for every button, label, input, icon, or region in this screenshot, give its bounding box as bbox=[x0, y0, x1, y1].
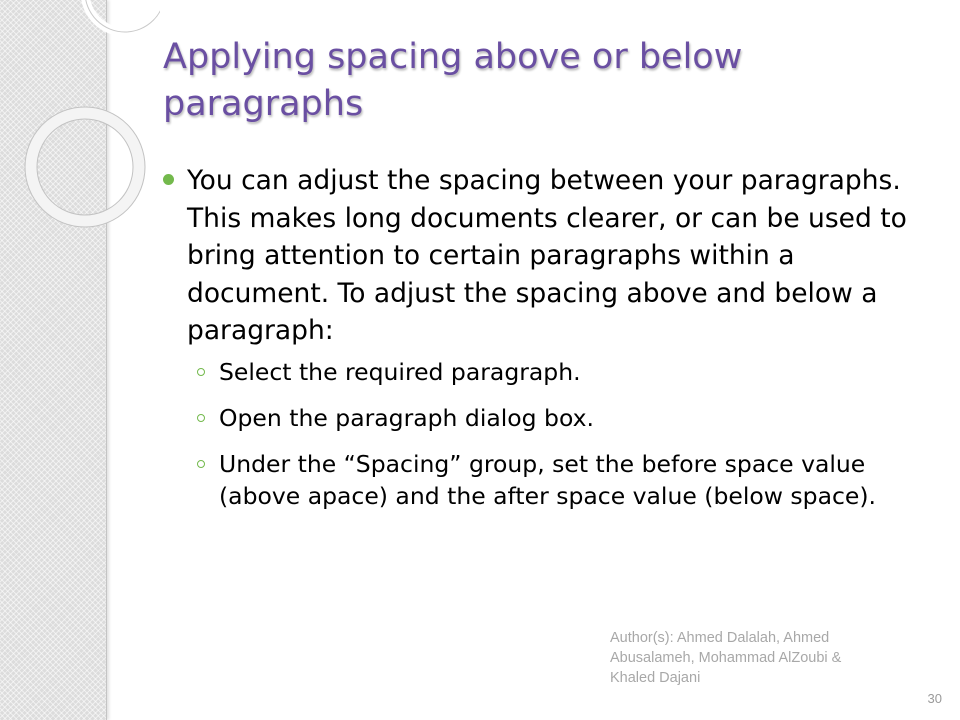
slide-title: Applying spacing above or below paragraphs bbox=[163, 37, 743, 124]
page-number: 30 bbox=[927, 691, 942, 706]
sub-bullet-item bbox=[163, 448, 933, 512]
author-credit: Author(s): Ahmed Dalalah, Ahmed Abusalameh, Mohammad AlZoubi & Khaled Dajani bbox=[610, 630, 842, 686]
main-bullet-text: You can adjust the spacing between your paragraphs. This makes long documents clearer, or can be used to bring attention to certain paragraphs within a document. To adjust the spacing above and below a paragraph: bbox=[187, 165, 907, 346]
sub-bullet-text: Select the required paragraph. bbox=[219, 357, 581, 386]
sub-bullet-ring-icon bbox=[197, 368, 205, 376]
decorative-sidebar bbox=[0, 0, 107, 720]
sub-bullet-ring-icon bbox=[197, 460, 205, 468]
slide-content bbox=[163, 162, 933, 526]
sub-bullet-text: Under the “Spacing” group, set the before space value (above apace) and the after space value (below space). bbox=[219, 449, 877, 510]
main-bullet bbox=[163, 162, 933, 350]
sub-bullet-text: Open the paragraph dialog box. bbox=[219, 403, 595, 432]
sub-bullet-item bbox=[163, 356, 933, 388]
sub-bullet-item bbox=[163, 402, 933, 434]
sub-bullet-ring-icon bbox=[197, 414, 205, 422]
sub-bullet-list bbox=[163, 356, 933, 512]
bullet-dot-icon bbox=[163, 174, 174, 185]
